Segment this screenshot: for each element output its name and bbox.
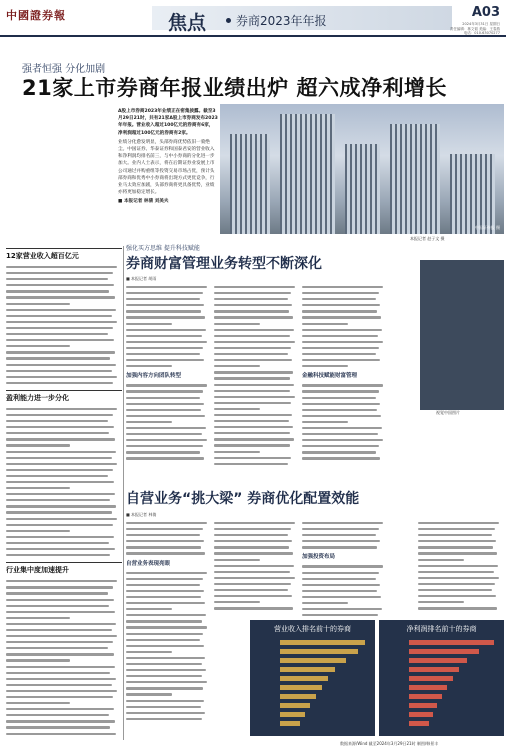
greeked-text-line [418, 605, 502, 611]
greeked-text-line [302, 612, 386, 618]
building-5 [450, 154, 495, 234]
header-date: 2024年3月31日 星期日 [462, 22, 500, 26]
header-dot [226, 18, 231, 23]
greeked-text-line [214, 605, 298, 611]
wealth-kicker: 强化买方思维 提升科技赋能 [126, 245, 200, 252]
wealth-col-2 [214, 284, 298, 467]
profit-bar [409, 667, 459, 672]
ib-col-1-text [126, 520, 210, 557]
wealth-col-2-text [214, 284, 298, 467]
ib-col-4-text [418, 520, 502, 611]
newspaper-logo: 中國證券報 [6, 9, 66, 22]
revenue-chart [250, 620, 375, 736]
building-1 [230, 134, 270, 234]
ib-col-2-text [214, 520, 298, 611]
profit-bar [409, 676, 453, 681]
lead-bold: A股上市券商2023年业绩正在密集披露。截至3月29日21时，共有21家A股上市券商发布2023年年报。营业收入超过100亿元的券商有6家，净利润超过100亿元的券商有2家。 [118, 109, 218, 136]
page-number: A03 [471, 5, 500, 20]
greeked-text-line [302, 363, 386, 369]
left-section-1-text [6, 264, 122, 386]
wealth-title: 券商财富管理业务转型不断深化 [126, 256, 322, 272]
profit-bar [409, 685, 447, 690]
revenue-bar [280, 685, 322, 690]
wealth-sub-2: 金融科技赋能财富管理 [302, 373, 358, 380]
lead-text: 业绩分化愈发明显，头部券商优势依旧一骑绝尘。中国证券、华泰证券和国泰君安的营业收入和净利润均排名前三，与中小券商的分化进一步加大。业内人士表示，将在后期证券业发展上市公司通过并购重组等投资交易市场占优，预计头部券商和优秀中小券商将出现方式更优竞争，行业马太效应加剧，头部券商将更具备优势，业绩亦将更加稳定增长。 [118, 139, 215, 196]
ib-col-3b-text [302, 563, 386, 618]
left-section-3-head: 行业集中度加速提升 [6, 562, 122, 575]
wealth-byline: ■ 本报记者 胡雨 [126, 276, 157, 281]
wealth-col-1-text [126, 284, 210, 369]
left-section-3-text [6, 578, 122, 736]
ib-sub-2: 加强投资布局 [302, 554, 336, 561]
wealth-col-1 [126, 284, 210, 462]
greeked-text-line [126, 363, 210, 369]
wealth-photo [420, 260, 504, 410]
ib-col-4 [418, 520, 502, 611]
profit-bar [409, 694, 442, 699]
ib-col-3 [302, 520, 386, 618]
profit-bar [409, 658, 467, 663]
left-section-2-head: 盈利能力进一步分化 [6, 390, 122, 403]
main-lead [118, 108, 218, 206]
bottom-charts [250, 620, 504, 740]
main-kicker: 强者恒强 分化加剧 [22, 64, 106, 75]
wealth-col-3 [302, 284, 386, 462]
wealth-photo-caption: 视觉中国图片 [436, 410, 460, 415]
building-2 [280, 114, 335, 234]
revenue-bar [280, 667, 335, 672]
building-3 [345, 144, 380, 234]
profit-chart-title: 净利润排名前十的券商 [406, 625, 477, 633]
profit-bar [409, 721, 429, 726]
building-4 [390, 124, 440, 234]
main-photo [220, 104, 504, 234]
chart-source: 数据来源/Wind 截至2024年3月29日21时 制图/韩景丰 [340, 741, 439, 746]
profit-bar [409, 712, 433, 717]
revenue-bar [280, 676, 328, 681]
ib-byline: ■ 本报记者 林倩 [126, 512, 157, 517]
photo-caption: 本报记者 赵子文 摄 [410, 236, 445, 241]
profit-bar [409, 703, 437, 708]
revenue-bar [280, 721, 300, 726]
profit-bars [409, 640, 494, 726]
header-rule [0, 35, 506, 37]
profit-bar [409, 649, 479, 654]
revenue-chart-svg [250, 634, 375, 734]
ib-col-1b-text [126, 570, 210, 722]
ib-sub-1: 自营业务表现亮眼 [126, 560, 171, 567]
profit-chart-svg [379, 634, 504, 734]
revenue-bars [280, 640, 365, 726]
left-column [6, 248, 122, 737]
revenue-bar [280, 712, 305, 717]
left-section-1-head: 12家营业收入超百亿元 [6, 248, 122, 261]
main-byline: ■ 本报记者 林倩 刘美夫 [118, 199, 169, 205]
column-divider [123, 246, 124, 740]
left-section-2-text [6, 406, 122, 558]
revenue-bar [280, 694, 316, 699]
ib-col-1 [126, 520, 210, 722]
greeked-text-line [6, 552, 122, 558]
section-subtitle: 券商2023年年报 [236, 14, 327, 28]
greeked-text-line [214, 461, 298, 467]
wealth-col-1b-text [126, 382, 210, 461]
revenue-chart-title: 营业收入排名前十的券商 [274, 625, 351, 633]
ib-col-3-text [302, 520, 386, 550]
header-meta [450, 22, 500, 36]
section-title: 焦点 [168, 12, 207, 34]
page-header [0, 0, 506, 36]
greeked-text-line [126, 716, 210, 722]
ib-col-2 [214, 520, 298, 611]
wealth-col-3-text [302, 284, 386, 369]
ib-title: 自营业务“挑大梁” 券商优化配置效能 [126, 491, 360, 507]
wealth-sub-1: 加强内容方向团队转型 [126, 373, 182, 380]
main-headline: 21家上市券商年报业绩出炉 超六成净利增长 [22, 76, 448, 100]
greeked-text-line [302, 455, 386, 461]
revenue-bar [280, 703, 310, 708]
photo-credit: 中国证券报 摄 [474, 225, 500, 230]
profit-chart [379, 620, 504, 736]
revenue-bar [280, 640, 365, 645]
profit-bar [409, 640, 494, 645]
greeked-text-line [126, 550, 210, 556]
greeked-text-line [126, 455, 210, 461]
greeked-text-line [6, 731, 122, 737]
revenue-bar [280, 658, 346, 663]
greeked-text-line [6, 380, 122, 386]
header-editor: 责任编辑：林文韬 美编：王春燕 [449, 26, 500, 31]
greeked-text-line [302, 544, 386, 550]
revenue-bar [280, 649, 358, 654]
wealth-col-3b-text [302, 382, 386, 461]
header-phone: 电话：010-63070277 [463, 31, 500, 35]
